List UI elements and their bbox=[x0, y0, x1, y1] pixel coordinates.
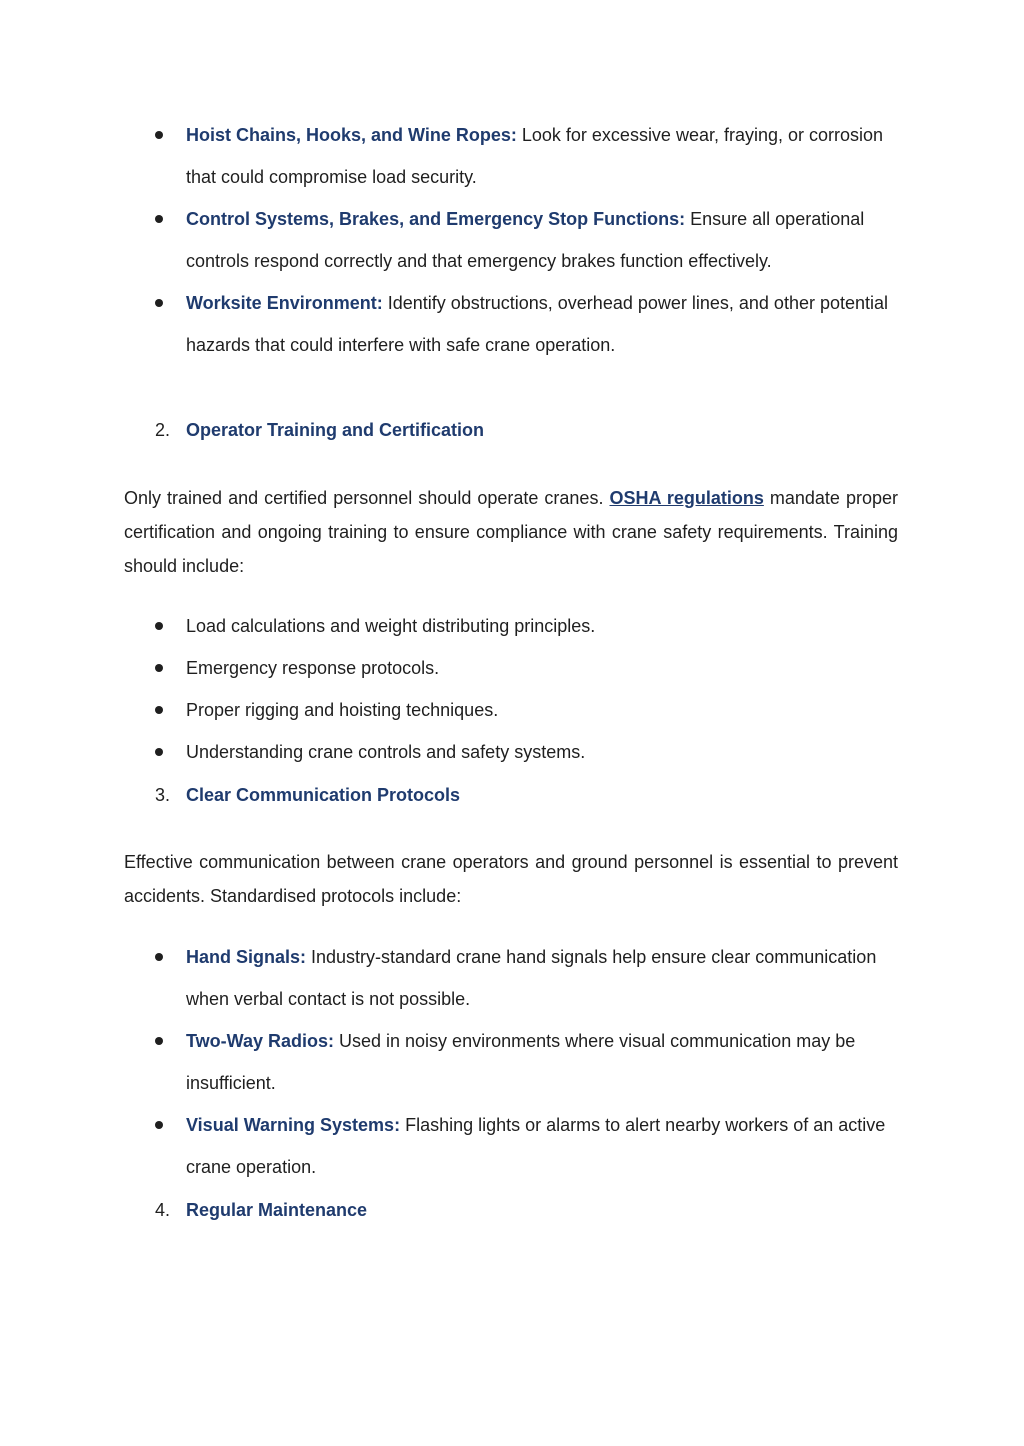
section-number: 4. bbox=[155, 1200, 171, 1220]
list-item-text: Identify obstructions, overhead power lines, and other potential hazards that could interfere with safe crane operation. bbox=[186, 293, 889, 355]
body-paragraph: Effective communication between crane operators and ground personnel is essential to prevent accidents. Standardised protocols include: bbox=[124, 852, 898, 906]
list-item bbox=[155, 936, 915, 1020]
bullet-icon bbox=[155, 1121, 163, 1129]
body-paragraph bbox=[124, 481, 898, 583]
section-heading bbox=[155, 409, 484, 451]
section-title: Regular Maintenance bbox=[186, 1200, 368, 1220]
section-heading bbox=[155, 1189, 367, 1231]
list-item-text: Industry-standard crane hand signals help ensure clear communication when verbal contact is not possible. bbox=[186, 947, 877, 1009]
list-item-text: Understanding crane controls and safety systems. bbox=[186, 742, 586, 762]
list-item bbox=[155, 1020, 915, 1104]
list-item-text: Used in noisy environments where visual communication may be insufficient. bbox=[186, 1031, 856, 1093]
list-item bbox=[155, 647, 915, 689]
bullet-icon bbox=[155, 953, 163, 961]
list-item bbox=[155, 282, 915, 366]
list-item-term: Control Systems, Brakes, and Emergency Stop Functions: bbox=[186, 209, 686, 229]
list-item bbox=[155, 198, 915, 282]
list-item bbox=[155, 1104, 915, 1188]
section-number: 2. bbox=[155, 420, 171, 440]
bullet-icon bbox=[155, 299, 163, 307]
list-item-text: Look for excessive wear, fraying, or corrosion that could compromise load security. bbox=[186, 125, 884, 187]
bullet-icon bbox=[155, 664, 163, 672]
bullet-icon bbox=[155, 706, 163, 714]
list-item-text: Load calculations and weight distributing principles. bbox=[186, 616, 596, 636]
section-title: Clear Communication Protocols bbox=[186, 785, 461, 805]
list-item-term: Two-Way Radios: bbox=[186, 1031, 334, 1051]
section-heading bbox=[155, 774, 460, 816]
bullet-icon bbox=[155, 748, 163, 756]
training-list bbox=[155, 605, 915, 773]
list-item-text: Proper rigging and hoisting techniques. bbox=[186, 700, 499, 720]
communication-list bbox=[155, 936, 915, 1188]
list-item-text: Ensure all operational controls respond correctly and that emergency brakes function effectively. bbox=[186, 209, 865, 271]
list-item-text: Flashing lights or alarms to alert nearby workers of an active crane operation. bbox=[186, 1115, 886, 1177]
list-item-text: Emergency response protocols. bbox=[186, 658, 440, 678]
bullet-icon bbox=[155, 131, 163, 139]
list-item bbox=[155, 605, 915, 647]
list-item-term: Worksite Environment: bbox=[186, 293, 383, 313]
list-item bbox=[155, 689, 915, 731]
bullet-icon bbox=[155, 215, 163, 223]
list-item bbox=[155, 114, 915, 198]
paragraph-text: mandate proper certification and ongoing training to ensure compliance with crane safety requirements. Training should include: bbox=[124, 488, 898, 576]
section-title: Operator Training and Certification bbox=[186, 420, 485, 440]
paragraph-text: Only trained and certified personnel should operate cranes. bbox=[124, 488, 610, 508]
osha-regulations-link[interactable]: OSHA regulations bbox=[609, 488, 764, 508]
bullet-icon bbox=[155, 1037, 163, 1045]
list-item-term: Visual Warning Systems: bbox=[186, 1115, 401, 1135]
list-item-term: Hoist Chains, Hooks, and Wine Ropes: bbox=[186, 125, 517, 145]
inspection-checklist bbox=[155, 114, 915, 366]
section-number: 3. bbox=[155, 785, 171, 805]
list-item-term: Hand Signals: bbox=[186, 947, 307, 967]
bullet-icon bbox=[155, 622, 163, 630]
list-item bbox=[155, 731, 915, 773]
